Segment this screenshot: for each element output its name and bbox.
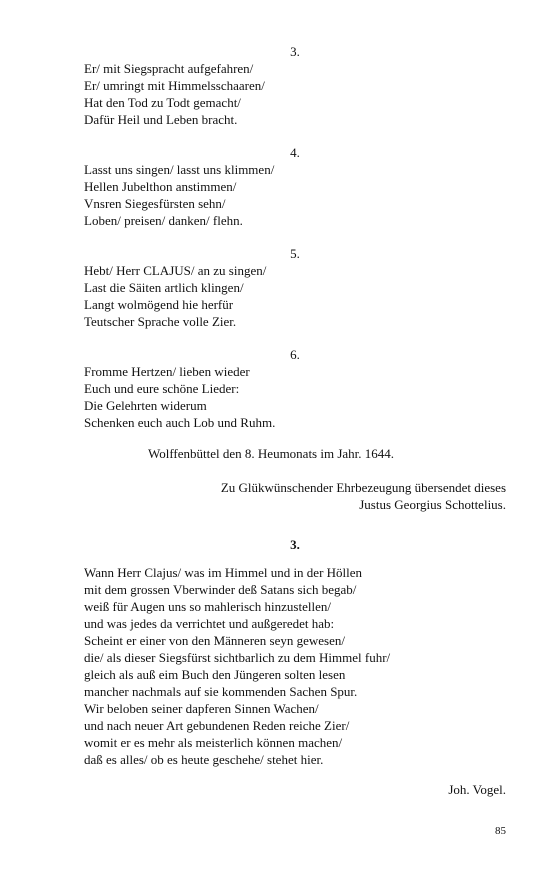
verse-line: Langt wolmögend hie herfür bbox=[84, 297, 234, 312]
verse-line: Er/ mit Siegspracht aufgefahren/ bbox=[84, 61, 254, 76]
verse-line: Scheint er einer von den Männeren seyn gewesen/ bbox=[84, 633, 345, 648]
verse-line: mancher nachmals auf sie kommenden Sachen Spur. bbox=[84, 684, 358, 699]
stanza-number: 3. bbox=[290, 44, 300, 59]
stanza-number: 6. bbox=[290, 347, 300, 362]
verse-line: Er/ umringt mit Himmelsschaaren/ bbox=[84, 78, 265, 93]
stanza-6 bbox=[84, 346, 514, 431]
verse-line: Fromme Hertzen/ lieben wieder bbox=[84, 364, 250, 379]
verse-line: Euch und eure schöne Lieder: bbox=[84, 381, 240, 396]
verse-line: Wann Herr Clajus/ was im Himmel und in der Höllen bbox=[84, 565, 363, 580]
verse-line: Hebt/ Herr CLAJUS/ an zu singen/ bbox=[84, 263, 267, 278]
poem-body bbox=[84, 564, 514, 768]
stanza-4 bbox=[84, 144, 514, 229]
verse-line: Hellen Jubelthon anstimmen/ bbox=[84, 179, 237, 194]
verse-line: Wir beloben seiner dapferen Sinnen Wachen/ bbox=[84, 701, 319, 716]
verse-line: Teutscher Sprache volle Zier. bbox=[84, 314, 237, 329]
verse-line: mit dem grossen Vberwinder deß Satans sich begab/ bbox=[84, 582, 357, 597]
verse-line: Last die Säiten artlich klingen/ bbox=[84, 280, 244, 295]
verse-line: und nach neuer Art gebundenen Reden reiche Zier/ bbox=[84, 718, 350, 733]
dedication-line: Zu Glükwünschender Ehrbezeugung übersendet dieses bbox=[220, 480, 506, 495]
verse-line: Die Gelehrten widerum bbox=[84, 398, 207, 413]
date-line: Wolffenbüttel den 8. Heumonats im Jahr. 1644. bbox=[148, 446, 395, 461]
author-name: Justus Georgius Schottelius. bbox=[359, 497, 506, 512]
verse-line: Hat den Tod zu Todt gemacht/ bbox=[84, 95, 241, 110]
verse-line: womit er es mehr als meisterlich können machen/ bbox=[84, 735, 343, 750]
verse-line: daß es alles/ ob es heute geschehe/ stehet hier. bbox=[84, 752, 324, 767]
verse-line: gleich als auß eim Buch den Jüngeren solten lesen bbox=[84, 667, 346, 682]
stanza-5 bbox=[84, 245, 514, 330]
verse-line: und was jedes da verrichtet und außgeredet hab: bbox=[84, 616, 335, 631]
verse-line: Vnsren Siegesfürsten sehn/ bbox=[84, 196, 226, 211]
stanza-number: 5. bbox=[290, 246, 300, 261]
verse-line: Dafür Heil und Leben bracht. bbox=[84, 112, 238, 127]
poem-number: 3. bbox=[290, 537, 300, 552]
verse-line: die/ als dieser Siegsfürst sichtbarlich zu dem Himmel fuhr/ bbox=[84, 650, 391, 665]
verse-line: Lasst uns singen/ lasst uns klimmen/ bbox=[84, 162, 275, 177]
verse-line: Loben/ preisen/ danken/ flehn. bbox=[84, 213, 243, 228]
verse-line: weiß für Augen uns so mahlerisch hinzustellen/ bbox=[84, 599, 331, 614]
signature: Joh. Vogel. bbox=[448, 782, 506, 797]
page-number: 85 bbox=[495, 825, 506, 837]
verse-line: Schenken euch auch Lob und Ruhm. bbox=[84, 415, 276, 430]
stanza-3 bbox=[84, 43, 514, 128]
stanza-number: 4. bbox=[290, 145, 300, 160]
